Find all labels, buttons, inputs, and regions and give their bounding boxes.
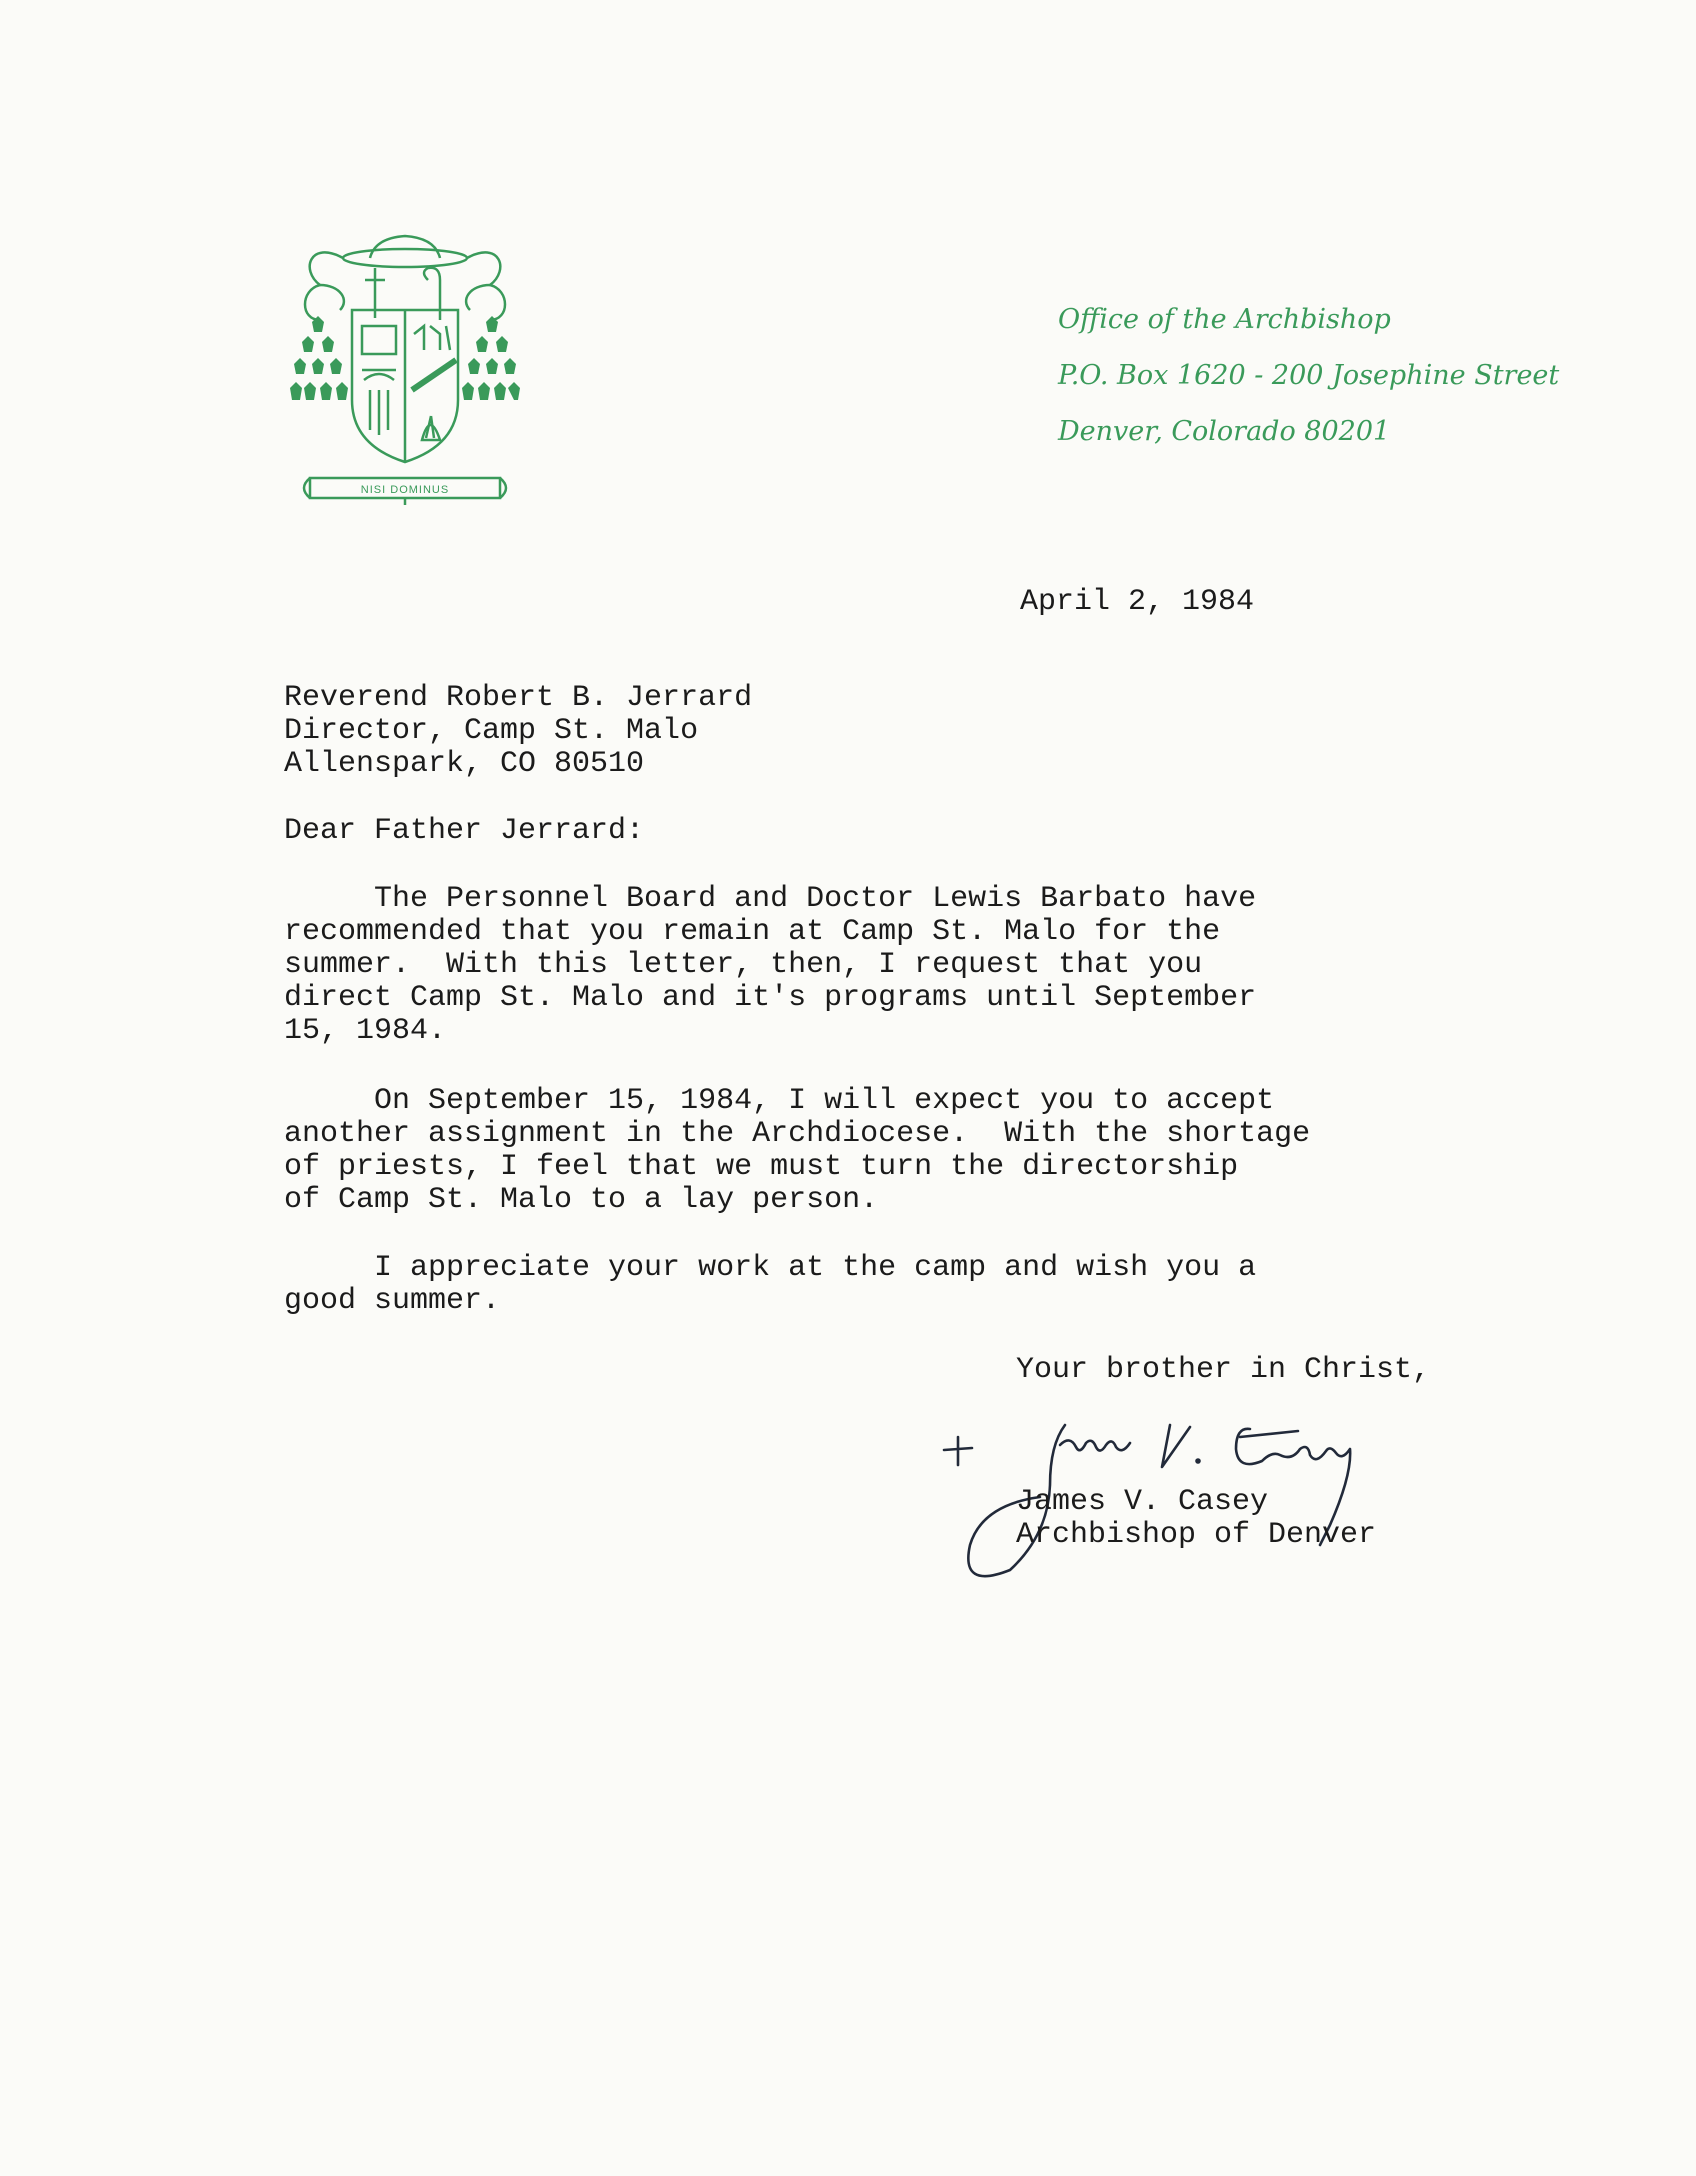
letterhead-city: Denver, Colorado 80201 bbox=[1058, 416, 1391, 447]
paragraph-line: of Camp St. Malo to a lay person. bbox=[284, 1183, 879, 1217]
paragraph-line: 15, 1984. bbox=[284, 1014, 447, 1048]
paragraph-line: direct Camp St. Malo and it's programs until September bbox=[284, 981, 1257, 1015]
letterhead-office: Office of the Archbishop bbox=[1058, 304, 1391, 335]
paragraph-line: good summer. bbox=[284, 1284, 501, 1318]
paragraph-line: summer. With this letter, then, I request that you bbox=[284, 948, 1203, 982]
body-paragraph-3 bbox=[284, 1252, 1256, 1318]
salutation: Dear Father Jerrard: bbox=[284, 814, 645, 848]
signer-name: James V. Casey bbox=[1016, 1485, 1269, 1519]
recipient-name: Reverend Robert B. Jerrard bbox=[284, 681, 753, 715]
paragraph-line: recommended that you remain at Camp St. Malo for the bbox=[284, 915, 1221, 949]
paragraph-line: another assignment in the Archdiocese. With the shortage bbox=[284, 1117, 1311, 1151]
body-paragraph-1 bbox=[284, 883, 1256, 1048]
paragraph-line: of priests, I feel that we must turn the directorship bbox=[284, 1150, 1239, 1184]
crest-motto: NISI DOMINUS bbox=[360, 484, 450, 496]
letterhead-address bbox=[1058, 292, 1578, 460]
paragraph-line: The Personnel Board and Doctor Lewis Barbato have bbox=[284, 882, 1257, 916]
letterhead-po-box: P.O. Box 1620 - 200 Josephine Street bbox=[1058, 360, 1560, 391]
signature-block bbox=[1016, 1486, 1376, 1552]
recipient-city: Allenspark, CO 80510 bbox=[284, 747, 645, 781]
closing: Your brother in Christ, bbox=[1016, 1353, 1431, 1387]
signer-title: Archbishop of Denver bbox=[1016, 1518, 1377, 1552]
coat-of-arms-logo bbox=[290, 230, 520, 505]
paragraph-line: I appreciate your work at the camp and wish you a bbox=[284, 1251, 1257, 1285]
letter-date: April 2, 1984 bbox=[1020, 585, 1255, 619]
body-paragraph-2 bbox=[284, 1085, 1310, 1217]
paragraph-line: On September 15, 1984, I will expect you to accept bbox=[284, 1084, 1275, 1118]
recipient-title: Director, Camp St. Malo bbox=[284, 714, 699, 748]
recipient-address bbox=[284, 682, 752, 781]
